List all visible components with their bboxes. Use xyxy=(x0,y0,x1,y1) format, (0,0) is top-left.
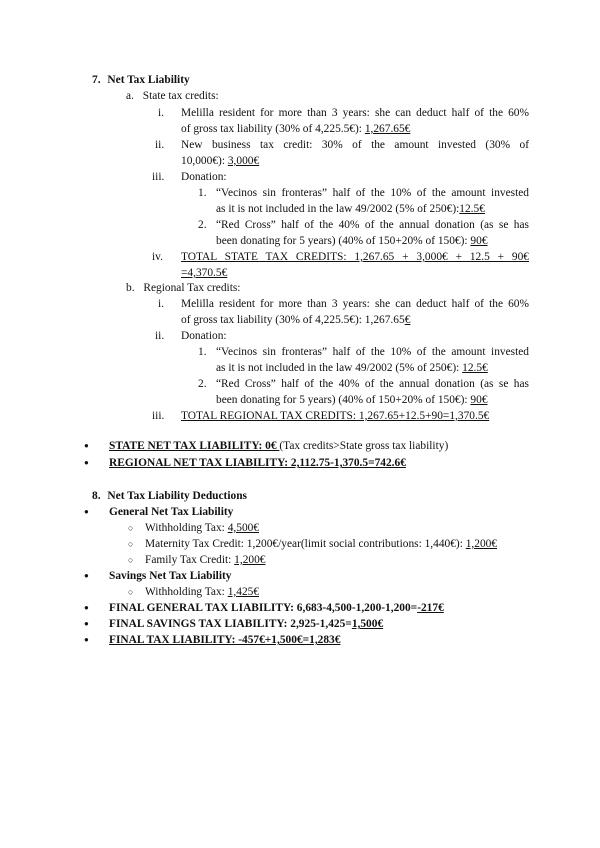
regional-net-liability: ● REGIONAL NET TAX LIABILITY: 2,112.75-1,370.5=742.6€ xyxy=(109,456,406,470)
family-credit-text: Family Tax Credit: xyxy=(145,554,235,566)
savings-withholding-item xyxy=(145,585,259,599)
maternity-credit-item xyxy=(145,537,497,551)
section-7-heading xyxy=(92,73,190,87)
state-credits-marker: a. xyxy=(126,90,134,102)
section-7-number: 7. xyxy=(92,74,101,86)
final-savings-liability xyxy=(109,617,383,631)
state-donation-2-amount: 90€ xyxy=(470,235,488,247)
general-withholding-item xyxy=(145,521,259,535)
state-total-line1: TOTAL STATE TAX CREDITS: 1,267.65 + 3,000€ + 12.5 + 90€ xyxy=(181,251,529,263)
state-donation-1-marker: 1. xyxy=(198,187,207,199)
state-total-line2: =4,370.5€ xyxy=(181,267,228,279)
savings-withholding-text: Withholding Tax: xyxy=(145,586,228,598)
regional-donation-1-text: as it is not included in the law 49/2002 (5% of 250€): xyxy=(216,362,463,374)
section-8-title: Net Tax Liability Deductions xyxy=(107,490,247,502)
final-general-liability xyxy=(109,601,444,615)
regional-donation-2-amount: 90€ xyxy=(470,394,488,406)
regional-credit-i-text: of gross tax liability (30% of 4,225.5€): 1,267.65 xyxy=(181,314,405,326)
state-donation-2-text: been donating for 5 years) (40% of 150+20% of 150€): xyxy=(216,235,471,247)
state-donation-1-line1: “Vecinos sin fronteras” half of the 10% of the amount invested xyxy=(216,187,529,199)
section-7-title: Net Tax Liability xyxy=(107,74,190,86)
state-credit-i-marker: i. xyxy=(158,107,165,119)
state-donation-2-marker: 2. xyxy=(198,219,207,231)
final-general-value: -217€ xyxy=(417,602,444,614)
regional-credits-heading xyxy=(126,281,240,295)
general-withholding-value: 4,500€ xyxy=(227,522,260,534)
final-tax-liability: ● FINAL TAX LIABILITY: -457€+1,500€=1,283€ xyxy=(109,633,340,647)
state-credit-i-text: of gross tax liability (30% of 4,225.5€): xyxy=(181,123,365,135)
state-donation-marker: iii. xyxy=(152,171,165,183)
regional-credits-marker: b. xyxy=(126,282,135,294)
state-net-liability xyxy=(109,439,448,453)
final-savings-value: 1,500€ xyxy=(351,618,384,630)
state-credit-ii-text: 10,000€): xyxy=(181,155,228,167)
regional-donation-1-line2 xyxy=(216,361,488,375)
state-credit-ii-amount: 3,000€ xyxy=(227,155,260,167)
state-credit-ii-marker: ii. xyxy=(155,139,165,151)
family-credit-value: 1,200€ xyxy=(234,554,266,566)
regional-credit-i-line2 xyxy=(181,313,410,327)
regional-donation-2-line2 xyxy=(216,393,488,407)
general-net-liability-heading: ● General Net Tax Liability xyxy=(109,505,233,519)
state-credit-i-line1: Melilla resident for more than 3 years: she can deduct half of the 60% xyxy=(181,107,529,119)
state-donation-1-amount: 12.5€ xyxy=(459,203,485,215)
family-credit-item xyxy=(145,553,266,567)
regional-donation-1-amount: 12.5€ xyxy=(462,362,488,374)
state-donation-2-line1: “Red Cross” half of the 40% of the annual donation (as se has xyxy=(216,219,529,231)
regional-credit-i-line1: Melilla resident for more than 3 years: she can deduct half of the 60% xyxy=(181,298,529,310)
maternity-credit-text: Maternity Tax Credit: 1,200€/year(limit social contributions: 1,440€): xyxy=(145,538,466,550)
state-credit-ii-line1: New business tax credit: 30% of the amount invested (30% of xyxy=(181,139,529,151)
regional-total-text: TOTAL REGIONAL TAX CREDITS: 1,267.65+12.5+90=1,370.5€ xyxy=(181,410,490,422)
state-net-liability-note: (Tax credits>State gross tax liability) xyxy=(279,440,449,452)
state-donation-1-text: as it is not included in the law 49/2002 (5% of 250€): xyxy=(216,203,460,215)
state-donation-title: Donation: xyxy=(181,171,227,183)
state-total-marker: iv. xyxy=(152,251,163,263)
regional-donation-2-marker: 2. xyxy=(198,378,207,390)
regional-donation-2-text: been donating for 5 years) (40% of 150+20% of 150€): xyxy=(216,394,471,406)
state-credit-i-line2 xyxy=(181,122,410,136)
state-donation-2-line2 xyxy=(216,234,488,248)
final-general-text: FINAL GENERAL TAX LIABILITY: 6,683-4,500-1,200-1,200= xyxy=(109,602,418,614)
state-credit-ii-line2 xyxy=(181,154,259,168)
section-8-heading xyxy=(92,489,247,503)
regional-donation-2-line1: “Red Cross” half of the 40% of the annual donation (as se has xyxy=(216,378,529,390)
state-donation-1-line2 xyxy=(216,202,485,216)
regional-credits-title: Regional Tax credits: xyxy=(143,282,241,294)
general-withholding-text: Withholding Tax: xyxy=(145,522,228,534)
regional-credit-i-amount: € xyxy=(404,314,411,326)
regional-donation-title: Donation: xyxy=(181,330,227,342)
regional-total-marker: iii. xyxy=(152,410,165,422)
final-savings-text: FINAL SAVINGS TAX LIABILITY: 2,925-1,425= xyxy=(109,618,352,630)
state-credits-heading xyxy=(126,89,219,103)
savings-net-liability-heading: ● Savings Net Tax Liability xyxy=(109,569,231,583)
savings-withholding-value: 1,425€ xyxy=(227,586,260,598)
regional-donation-1-marker: 1. xyxy=(198,346,207,358)
state-credits-title: State tax credits: xyxy=(142,90,219,102)
regional-donation-1-line1: “Vecinos sin fronteras” half of the 10% of the amount invested xyxy=(216,346,529,358)
section-8-number: 8. xyxy=(92,490,101,502)
regional-donation-marker: ii. xyxy=(155,330,165,342)
state-credit-i-amount: 1,267.65€ xyxy=(364,123,411,135)
state-net-liability-label: STATE NET TAX LIABILITY: 0€ xyxy=(109,440,280,452)
regional-credit-i-marker: i. xyxy=(158,298,165,310)
maternity-credit-value: 1,200€ xyxy=(465,538,498,550)
